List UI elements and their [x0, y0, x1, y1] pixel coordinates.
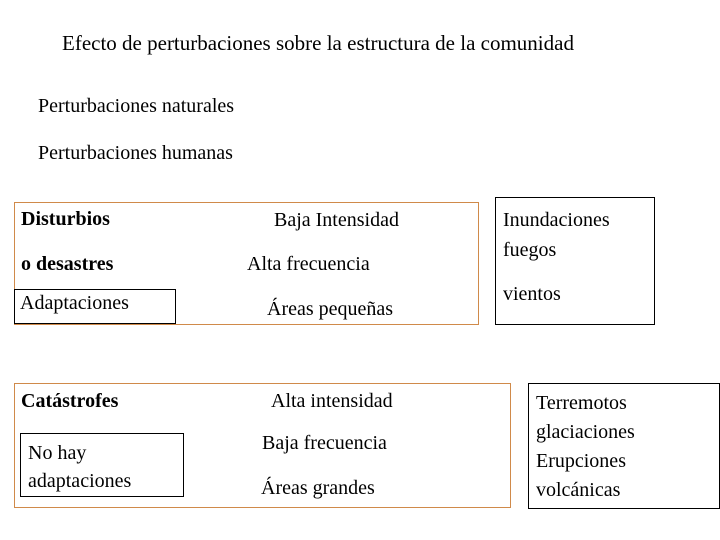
- example-item: Terremotos: [536, 392, 627, 414]
- example-item: Inundaciones: [503, 209, 610, 231]
- no-adaptations-box: [20, 433, 184, 497]
- catastrophes-area: Áreas grandes: [261, 477, 375, 499]
- example-item: Erupciones: [536, 450, 626, 472]
- no-adaptations-line2: adaptaciones: [28, 470, 132, 492]
- heading-human-disturbances: Perturbaciones humanas: [38, 142, 233, 164]
- no-adaptations-line1: No hay: [28, 442, 87, 464]
- catastrophes-intensity: Alta intensidad: [271, 390, 393, 412]
- catastrophes-examples-box: [528, 383, 720, 509]
- example-item: fuegos: [503, 239, 557, 261]
- adaptations-text: Adaptaciones: [20, 292, 129, 314]
- disturbances-label-line1: Disturbios: [21, 208, 110, 230]
- disturbances-area: Áreas pequeñas: [267, 298, 394, 320]
- heading-natural-disturbances: Perturbaciones naturales: [38, 95, 235, 117]
- disturbances-intensity: Baja Intensidad: [274, 209, 399, 231]
- example-item: glaciaciones: [536, 421, 635, 443]
- disturbances-examples-box: [495, 197, 655, 325]
- example-item: vientos: [503, 283, 561, 305]
- catastrophes-frequency: Baja frecuencia: [262, 432, 387, 454]
- catastrophes-label: Catástrofes: [21, 390, 119, 412]
- disturbances-label-line2: o desastres: [21, 253, 114, 275]
- disturbances-frequency: Alta frecuencia: [247, 253, 370, 275]
- page-title: Efecto de perturbaciones sobre la estructura de la comunidad: [62, 31, 574, 55]
- example-item: volcánicas: [536, 479, 621, 501]
